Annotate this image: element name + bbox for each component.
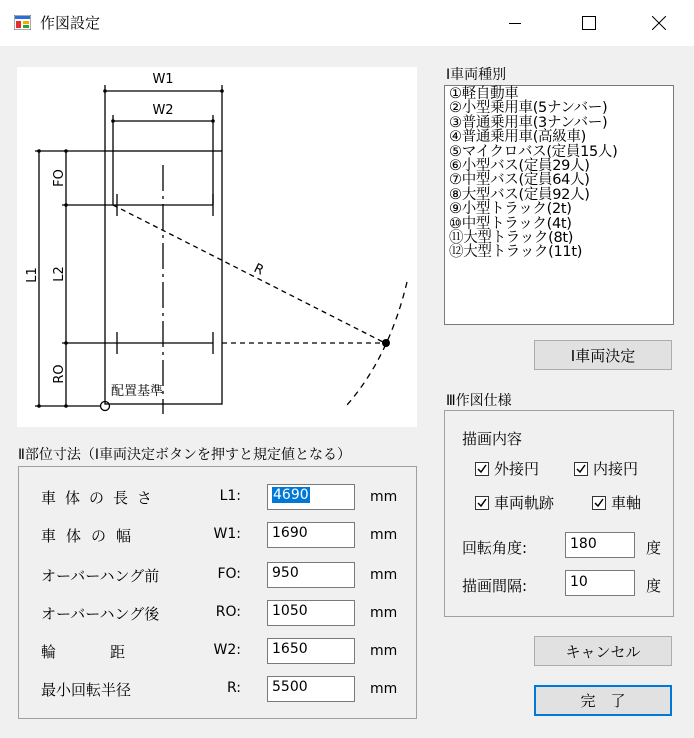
degree-unit: 度 [646, 539, 662, 557]
degree-unit: 度 [646, 577, 662, 595]
code-r: R: [226, 680, 241, 696]
close-button[interactable] [636, 0, 682, 46]
checkbox-box [475, 496, 489, 510]
list-item[interactable]: ⑨小型トラック(2t) [449, 201, 572, 218]
code-l1: L1: [219, 488, 241, 504]
label-front-overhang: オーバーハング前 [41, 567, 160, 585]
code-w2: W2: [213, 642, 241, 658]
section2-title: Ⅱ部位寸法（Ⅰ車両決定ボタンを押すと規定値となる） [18, 447, 352, 463]
check-icon [576, 464, 586, 474]
list-item[interactable]: ⑧大型バス(定員92人) [449, 186, 590, 203]
label-rear-overhang: オーバーハング後 [41, 605, 160, 623]
rotation-angle-input[interactable]: 180 [565, 532, 635, 558]
drawing-interval-input[interactable]: 10 [565, 570, 635, 596]
label-fo: FO [52, 169, 67, 187]
list-item[interactable]: ⑫大型トラック(11t) [449, 244, 583, 261]
code-w1: W1: [213, 526, 241, 542]
track-width-input[interactable]: 1650 [267, 638, 355, 664]
check-icon [477, 498, 487, 508]
draw-content-label: 描画内容 [462, 430, 523, 448]
cancel-button[interactable]: キャンセル [534, 636, 672, 666]
inner-circle-checkbox[interactable] [574, 458, 638, 479]
min-turning-radius-input[interactable]: 5500 [267, 676, 355, 702]
done-button[interactable]: 完 了 [534, 685, 672, 716]
maximize-icon [582, 16, 596, 30]
vehicle-type-listbox[interactable] [444, 85, 674, 325]
checkbox-box [574, 462, 588, 476]
label-base-point: 配置基準 [111, 384, 164, 399]
section1-title: Ⅰ車両種別 [446, 67, 507, 83]
title-bar [0, 0, 694, 46]
list-item[interactable]: ⑤マイクロバス(定員15人) [449, 143, 618, 160]
front-overhang-input[interactable]: 950 [267, 562, 355, 588]
axle-label: 車軸 [611, 494, 642, 512]
list-item[interactable]: ①軽自動車 [449, 86, 519, 102]
body-length-input[interactable] [267, 484, 355, 510]
rotation-angle-label: 回転角度: [462, 539, 528, 557]
unit-mm: mm [370, 605, 398, 621]
list-item[interactable]: ③普通乗用車(3ナンバー) [449, 114, 608, 131]
label-l2: L2 [52, 266, 67, 282]
label-body-length: 車体の長さ [41, 489, 162, 507]
drawing-interval-label: 描画間隔: [462, 577, 528, 595]
outer-circle-label: 外接円 [494, 460, 540, 478]
label-w2: W2 [152, 103, 174, 118]
list-item[interactable]: ④普通乗用車(高級車) [449, 129, 587, 146]
vehicle-decide-button[interactable]: Ⅰ車両決定 [534, 340, 672, 370]
vehicle-track-label: 車両軌跡 [494, 494, 555, 512]
app-icon [14, 15, 31, 30]
label-min-turning-radius: 最小回転半径 [41, 681, 132, 699]
inner-circle-label: 内接円 [593, 460, 639, 478]
code-ro: RO: [215, 604, 241, 620]
minimize-icon [509, 17, 521, 29]
list-item[interactable]: ⑩中型トラック(4t) [449, 215, 572, 232]
list-item[interactable]: ⑪大型トラック(8t) [449, 230, 574, 247]
code-fo: FO: [217, 566, 241, 582]
checkbox-box [475, 462, 489, 476]
label-w1: W1 [152, 72, 174, 87]
diagram-svg [17, 67, 417, 427]
unit-mm: mm [370, 489, 398, 505]
list-item[interactable]: ②小型乗用車(5ナンバー) [449, 100, 608, 117]
window-title: 作図設定 [40, 14, 101, 32]
close-icon [652, 16, 666, 30]
vehicle-dimension-diagram [17, 67, 417, 427]
axle-checkbox[interactable] [592, 492, 641, 513]
label-ro: RO [52, 364, 67, 384]
list-item[interactable]: ⑥小型バス(定員29人) [449, 158, 590, 175]
checkbox-box [592, 496, 606, 510]
maximize-button[interactable] [566, 0, 612, 46]
label-l1: L1 [25, 267, 40, 283]
list-item[interactable]: ⑦中型バス(定員64人) [449, 172, 590, 189]
drawing-spec-groupbox [444, 410, 674, 617]
label-track-width: 輪距 [41, 643, 180, 661]
label-body-width: 車体の幅 [41, 527, 142, 545]
vehicle-track-checkbox[interactable] [475, 492, 554, 513]
label-r: R [251, 261, 266, 279]
unit-mm: mm [370, 567, 398, 583]
body-length-value: 4690 [273, 487, 309, 503]
check-icon [594, 498, 604, 508]
dimensions-groupbox [18, 466, 417, 719]
rear-overhang-input[interactable]: 1050 [267, 600, 355, 626]
outer-circle-checkbox[interactable] [475, 458, 539, 479]
unit-mm: mm [370, 681, 398, 697]
check-icon [477, 464, 487, 474]
unit-mm: mm [370, 643, 398, 659]
body-width-input[interactable]: 1690 [267, 522, 355, 548]
minimize-button[interactable] [492, 0, 538, 46]
section3-title: Ⅲ作図仕様 [446, 393, 512, 409]
unit-mm: mm [370, 527, 398, 543]
